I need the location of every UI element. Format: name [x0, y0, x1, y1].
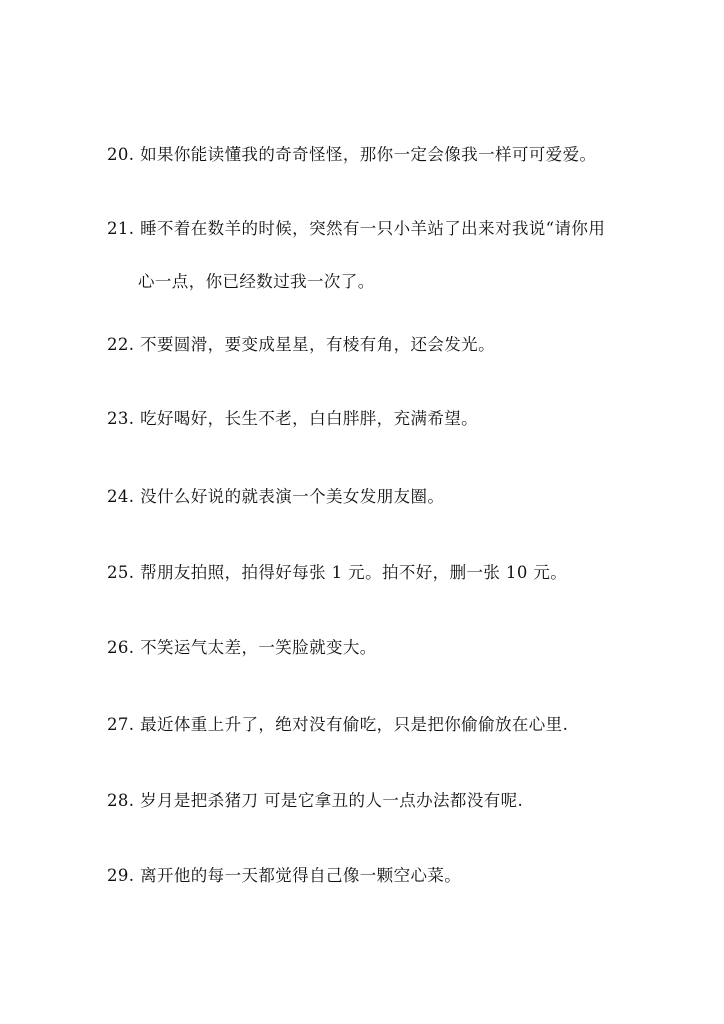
entry-21 [107, 221, 647, 290]
entry-29 [107, 868, 647, 885]
entry-line: 28. 岁月是把杀猪刀 可是它拿丑的人一点办法都没有呢. [107, 791, 524, 810]
entry-line-continuation: 心一点，你已经数过我一次了。 [138, 271, 375, 291]
entry-22 [107, 337, 647, 354]
entry-line: 20. 如果你能读懂我的奇奇怪怪，那你一定会像我一样可可爱爱。 [107, 145, 597, 164]
entry-line: 29. 离开他的每一天都觉得自己像一颗空心菜。 [107, 866, 462, 885]
entry-27 [107, 717, 647, 734]
entry-line: 24. 没什么好说的就表演一个美女发朋友圈。 [107, 487, 445, 506]
entry-28 [107, 793, 647, 810]
entry-20 [107, 147, 647, 164]
entry-line: 23. 吃好喝好，长生不老，白白胖胖，充满希望。 [107, 409, 479, 428]
entry-line: 26. 不笑运气太差，一笑脸就变大。 [107, 638, 377, 657]
entry-line: 21. 睡不着在数羊的时候，突然有一只小羊站了出来对我说“请你用 [107, 219, 606, 238]
entry-line: 27. 最近体重上升了，绝对没有偷吃，只是把你偷偷放在心里. [107, 715, 569, 734]
entry-25 [107, 565, 647, 582]
entry-24 [107, 489, 647, 506]
entry-line: 22. 不要圆滑，要变成星星，有棱有角，还会发光。 [107, 335, 495, 354]
entry-line: 25. 帮朋友拍照，拍得好每张 1 元。拍不好，删一张 10 元。 [107, 563, 568, 582]
entry-26 [107, 640, 647, 657]
entry-23 [107, 411, 647, 428]
